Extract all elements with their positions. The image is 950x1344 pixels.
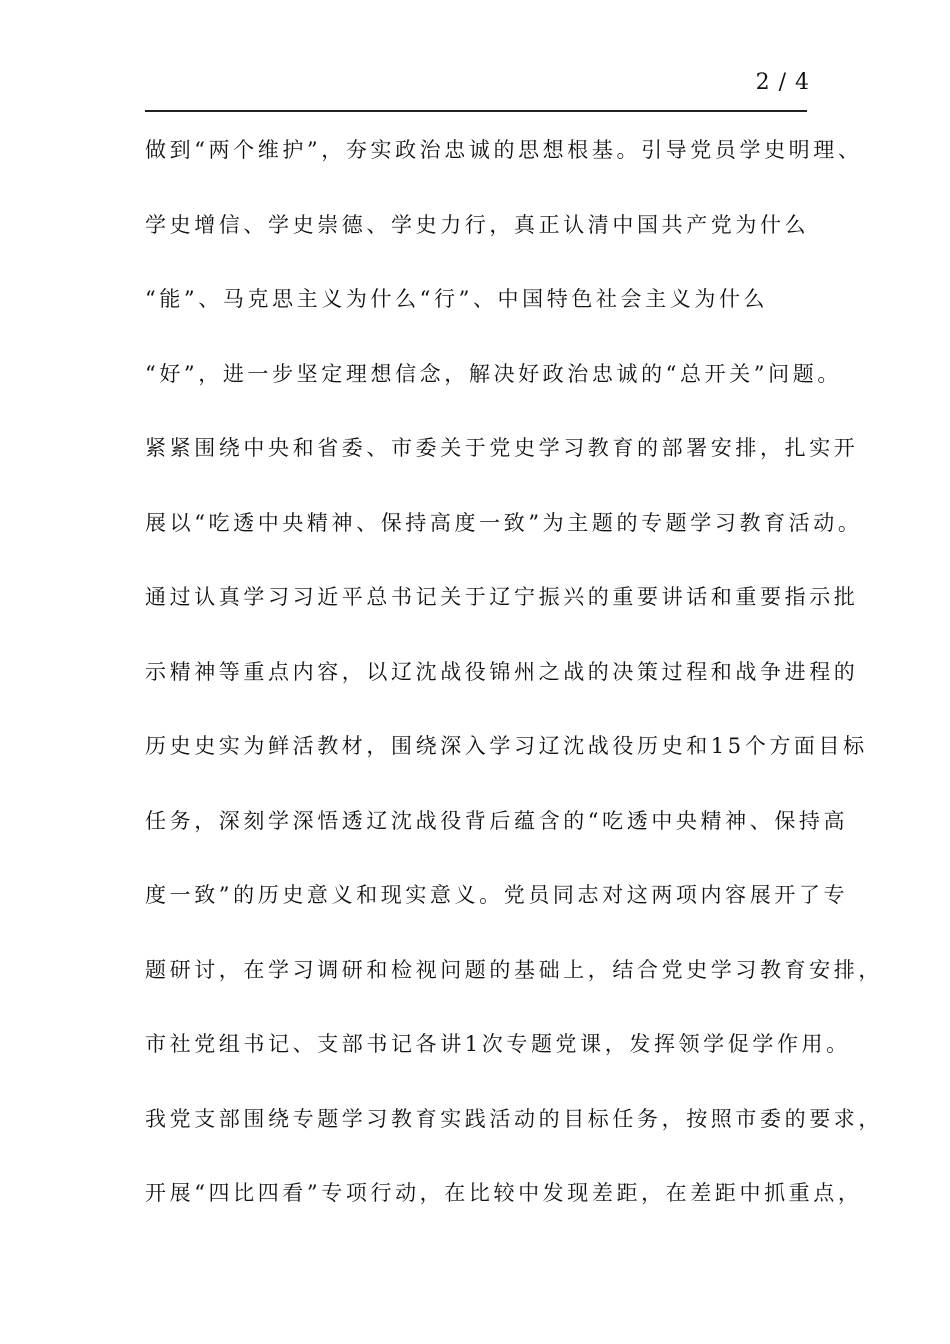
- page-number: 2 / 4: [755, 70, 810, 95]
- text-line: 历史史实为鲜活教材，围绕深入学习辽沈战役历史和15个方面目标: [145, 734, 868, 758]
- text-line: 题研讨，在学习调研和检视问题的基础上，结合党史学习教育安排，: [145, 957, 883, 982]
- text-line: 开展“四比四看”专项行动，在比较中发现差距，在差距中抓重点，: [145, 1181, 863, 1205]
- text-line: “能”、马克思主义为什么“行”、中国特色社会主义为什么: [145, 287, 769, 311]
- text-line: 做到“两个维护”，夯实政治忠诚的思想根基。引导党员学史明理、: [145, 138, 863, 162]
- text-line: 学史增信、学史崇德、学史力行，真正认清中国共产党为什么: [145, 212, 810, 237]
- text-line: 度一致”的历史意义和现实意义。党员同志对这两项内容展开了专: [145, 883, 849, 907]
- text-line: 通过认真学习习近平总书记关于辽宁振兴的重要讲话和重要指示批: [145, 585, 859, 609]
- header-divider: [145, 110, 807, 112]
- text-line: 示精神等重点内容，以辽沈战役锦州之战的决策过程和战争进程的: [145, 659, 859, 684]
- text-line: 市社党组书记、支部书记各讲1次专题党课，发挥领学促学作用。: [145, 1032, 851, 1056]
- text-line: “好”，进一步坚定理想信念，解决好政治忠诚的“总开关”问题。: [145, 361, 842, 386]
- text-line: 紧紧围绕中央和省委、市委关于党史学习教育的部署安排，扎实开: [145, 436, 859, 460]
- text-line: 展以“吃透中央精神、保持高度一致”为主题的专题学习教育活动。: [145, 510, 863, 535]
- text-line: 我党支部围绕专题学习教育实践活动的目标任务，按照市委的要求，: [145, 1106, 883, 1131]
- text-line: 任务，深刻学深悟透辽沈战役背后蕴含的“吃透中央精神、保持高: [145, 808, 849, 833]
- body-text: [145, 128, 883, 1246]
